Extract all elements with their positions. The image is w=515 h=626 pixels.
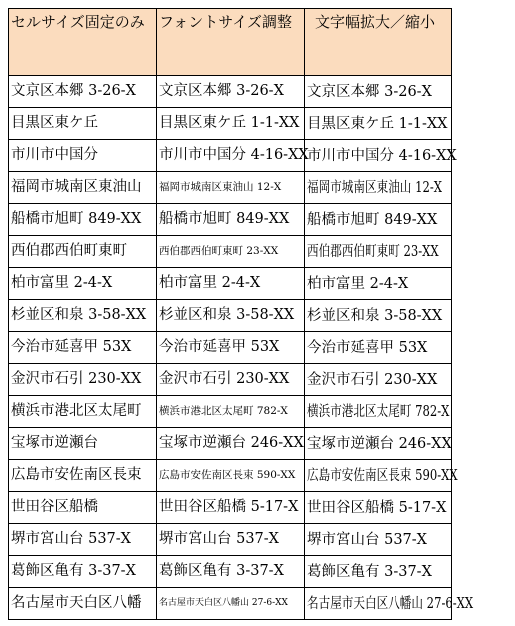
cell-font-adjust[interactable]: 目黒区東ケ丘 1-1-XX: [157, 108, 305, 140]
cell-font-adjust[interactable]: 金沢市石引 230-XX: [157, 364, 305, 396]
cell-font-adjust[interactable]: 葛飾区亀有 3-37-X: [157, 556, 305, 588]
cell-fixed-size[interactable]: 名古屋市天白区八幡: [9, 588, 157, 620]
cell-width-scale-text: 市川市中国分 4-16-XX: [307, 148, 457, 165]
cell-font-adjust[interactable]: 世田谷区船橋 5-17-X: [157, 492, 305, 524]
cell-font-adjust[interactable]: 広島市安佐南区長束 590-XX: [157, 460, 305, 492]
cell-width-scale[interactable]: [305, 428, 452, 460]
cell-width-scale-text: 名古屋市天白区八幡山 27-6-XX: [307, 596, 474, 613]
table-row: [9, 332, 452, 364]
cell-width-scale[interactable]: [305, 588, 474, 620]
cell-width-scale[interactable]: [305, 140, 457, 172]
cell-width-scale[interactable]: [305, 396, 452, 428]
cell-fixed-size[interactable]: 今治市延喜甲 53X: [9, 332, 157, 364]
table-row: [9, 204, 452, 236]
table-row: [9, 556, 452, 588]
cell-width-scale-text: 西伯郡西伯町東町 23-XX: [307, 244, 439, 261]
table-body: [9, 76, 474, 620]
cell-width-scale[interactable]: [305, 76, 452, 108]
table-row: [9, 108, 452, 140]
table-row: [9, 268, 452, 300]
table-row: [9, 76, 452, 108]
cell-font-adjust[interactable]: 市川市中国分 4-16-XX: [157, 140, 305, 172]
table-row: [9, 460, 452, 492]
cell-width-scale-text: 目黒区東ケ丘 1-1-XX: [307, 116, 448, 133]
header-fixed-size[interactable]: セルサイズ固定のみ: [9, 9, 157, 76]
cell-fixed-size[interactable]: 横浜市港北区太尾町: [9, 396, 157, 428]
cell-width-scale[interactable]: [305, 460, 458, 492]
cell-font-adjust[interactable]: 横浜市港北区太尾町 782-X: [157, 396, 305, 428]
cell-width-scale[interactable]: [305, 204, 452, 236]
cell-width-scale-text: 杉並区和泉 3-58-XX: [307, 308, 443, 325]
cell-width-scale-text: 堺市宮山台 537-X: [307, 532, 428, 549]
cell-width-scale[interactable]: [305, 300, 452, 332]
cell-font-adjust[interactable]: 杉並区和泉 3-58-XX: [157, 300, 305, 332]
cell-width-scale-text: 金沢市石引 230-XX: [307, 372, 438, 389]
table-row: [9, 492, 452, 524]
table-row: [9, 300, 452, 332]
cell-width-scale-text: 横浜市港北区太尾町 782-X: [307, 404, 450, 421]
cell-width-scale-text: 葛飾区亀有 3-37-X: [307, 564, 432, 581]
cell-width-scale[interactable]: [305, 524, 452, 556]
cell-fixed-size[interactable]: 杉並区和泉 3-58-XX: [9, 300, 157, 332]
cell-width-scale[interactable]: [305, 492, 452, 524]
cell-width-scale-text: 世田谷区船橋 5-17-X: [307, 500, 447, 517]
cell-fixed-size[interactable]: 金沢市石引 230-XX: [9, 364, 157, 396]
header-width-scale[interactable]: 文字幅拡大／縮小: [305, 9, 452, 76]
cell-width-scale-text: 今治市延喜甲 53X: [307, 340, 428, 357]
cell-width-scale-text: 船橋市旭町 849-XX: [307, 212, 438, 229]
table-row: [9, 172, 452, 204]
cell-fixed-size[interactable]: 宝塚市逆瀬台: [9, 428, 157, 460]
table-row: [9, 236, 452, 268]
cell-width-scale[interactable]: [305, 268, 452, 300]
cell-fixed-size[interactable]: 船橋市旭町 849-XX: [9, 204, 157, 236]
cell-width-scale[interactable]: [305, 172, 452, 204]
table-row: [9, 396, 452, 428]
cell-fixed-size[interactable]: 福岡市城南区東油山: [9, 172, 157, 204]
header-font-adjust[interactable]: フォントサイズ調整: [157, 9, 305, 76]
cell-font-adjust[interactable]: 堺市宮山台 537-X: [157, 524, 305, 556]
cell-width-scale-text: 宝塚市逆瀬台 246-XX: [307, 436, 452, 453]
table-row: [9, 588, 452, 620]
table-row: [9, 428, 452, 460]
cell-font-adjust[interactable]: 柏市富里 2-4-X: [157, 268, 305, 300]
cell-fixed-size[interactable]: 市川市中国分: [9, 140, 157, 172]
table-row: [9, 524, 452, 556]
cell-width-scale[interactable]: [305, 108, 452, 140]
cell-fixed-size[interactable]: 世田谷区船橋: [9, 492, 157, 524]
cell-font-adjust[interactable]: 今治市延喜甲 53X: [157, 332, 305, 364]
cell-font-adjust[interactable]: 福岡市城南区東油山 12-X: [157, 172, 305, 204]
cell-width-scale[interactable]: [305, 236, 452, 268]
header-row: [9, 9, 452, 76]
cell-width-scale-text: 柏市富里 2-4-X: [307, 276, 409, 293]
cell-width-scale[interactable]: [305, 332, 452, 364]
cell-font-adjust[interactable]: 文京区本郷 3-26-X: [157, 76, 305, 108]
comparison-table: [8, 8, 474, 620]
cell-fixed-size[interactable]: 目黒区東ケ丘: [9, 108, 157, 140]
cell-font-adjust[interactable]: 宝塚市逆瀬台 246-XX: [157, 428, 305, 460]
cell-width-scale-text: 福岡市城南区東油山 12-X: [307, 180, 443, 197]
cell-font-adjust[interactable]: 西伯郡西伯町東町 23-XX: [157, 236, 305, 268]
table-row: [9, 364, 452, 396]
cell-font-adjust[interactable]: 名古屋市天白区八幡山 27-6-XX: [157, 588, 305, 620]
cell-fixed-size[interactable]: 葛飾区亀有 3-37-X: [9, 556, 157, 588]
cell-width-scale-text: 広島市安佐南区長束 590-XX: [307, 468, 458, 485]
cell-fixed-size[interactable]: 広島市安佐南区長束: [9, 460, 157, 492]
cell-width-scale-text: 文京区本郷 3-26-X: [307, 84, 432, 101]
cell-fixed-size[interactable]: 西伯郡西伯町東町: [9, 236, 157, 268]
cell-width-scale[interactable]: [305, 556, 452, 588]
cell-fixed-size[interactable]: 柏市富里 2-4-X: [9, 268, 157, 300]
cell-fixed-size[interactable]: 文京区本郷 3-26-X: [9, 76, 157, 108]
table-row: [9, 140, 452, 172]
cell-fixed-size[interactable]: 堺市宮山台 537-X: [9, 524, 157, 556]
cell-font-adjust[interactable]: 船橋市旭町 849-XX: [157, 204, 305, 236]
cell-width-scale[interactable]: [305, 364, 452, 396]
